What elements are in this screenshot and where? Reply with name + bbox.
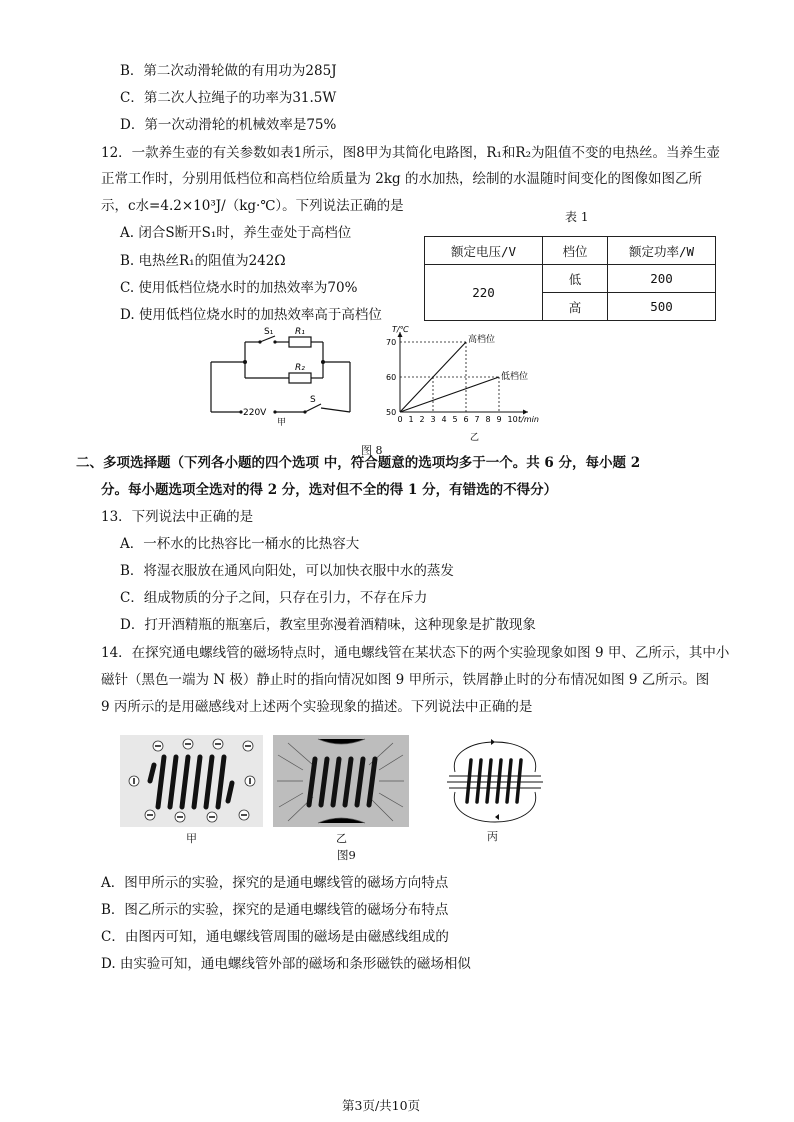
x-tick-label: 5 <box>452 415 458 424</box>
table1-level-low: 低 <box>543 265 608 293</box>
x-tick-label: 6 <box>463 415 469 424</box>
label-s: S <box>310 395 316 405</box>
q13-option-a: A．一杯水的比热容比一桶水的比热容大 <box>120 536 360 552</box>
section2-heading-line1: 二、多项选择题（下列各小题的四个选项 中，符合题意的选项均多于一个。共 6 分，每小题 2 <box>76 455 641 471</box>
x-axis-label: t/min <box>518 415 539 424</box>
label-r2: R₂ <box>295 363 305 373</box>
figure9-iron-filings <box>273 735 409 827</box>
chart-sublabel: 乙 <box>470 433 480 443</box>
q12-stem-line1: 12．一款养生壶的有关参数如表1所示，图8甲为其简化电路图，R₁和R₂为阻值不变的电热丝。当养生壶 <box>101 145 721 161</box>
q12-option-b: B. 电热丝R₁的阻值为242Ω <box>120 253 286 269</box>
y-tick-label: 60 <box>386 373 397 382</box>
table1-power-high: 500 <box>608 293 716 321</box>
q14-stem-line1: 14．在探究通电螺线管的磁场特点时，通电螺线管在某状态下的两个实验现象如图 9 甲、乙所示，其中小 <box>101 645 730 661</box>
y-tick-label: 70 <box>386 338 397 347</box>
table1-power-low: 200 <box>608 265 716 293</box>
q11-option-d: D．第一次动滑轮的机械效率是75% <box>120 117 337 133</box>
table1-header-voltage: 额定电压/V <box>425 237 543 265</box>
q14-option-d: D. 由实验可知，通电螺线管外部的磁场和条形磁铁的磁场相似 <box>101 956 471 972</box>
x-tick-label: 1 <box>408 415 414 424</box>
q12-option-c: C. 使用低档位烧水时的加热效率为70% <box>120 280 358 296</box>
figure8-caption: 图 8 <box>361 444 383 457</box>
q12-stem-line3: 示，c水=4.2×10³J/（kg·℃）。下列说法正确的是 <box>101 198 404 214</box>
q13-option-d: D．打开酒精瓶的瓶塞后，教室里弥漫着酒精味，这种现象是扩散现象 <box>120 617 536 633</box>
table1-header-level: 档位 <box>543 237 608 265</box>
x-tick-label: 2 <box>419 415 425 424</box>
x-tick-label: 10 <box>507 415 518 424</box>
y-axis-label: T/℃ <box>392 325 409 334</box>
x-tick-label: 9 <box>496 415 502 424</box>
x-tick-label: 4 <box>441 415 447 424</box>
table1-level-high: 高 <box>543 293 608 321</box>
q14-stem-line2: 磁针（黑色一端为 N 极）静止时的指向情况如图 9 甲所示，铁屑静止时的分布情况如图 9 乙所示。图 <box>101 672 710 688</box>
circuit-sublabel: 甲 <box>277 418 287 428</box>
q13-option-b: B．将湿衣服放在通风向阳处，可以加快衣服中水的蒸发 <box>120 563 454 579</box>
figure9-sublabel-a: 甲 <box>186 832 197 845</box>
x-tick-label: 3 <box>430 415 436 424</box>
figure9-compass-solenoid <box>120 735 263 827</box>
q13-option-c: C．组成物质的分子之间，只存在引力，不存在斥力 <box>120 590 428 606</box>
x-axis-arrow <box>523 410 528 415</box>
q12-option-a: A. 闭合S断开S₁时，养生壶处于高档位 <box>120 225 352 241</box>
label-220v: 220V <box>243 408 267 418</box>
table1-header-power: 额定功率/W <box>608 237 716 265</box>
figure9-sublabel-b: 乙 <box>336 832 347 845</box>
table1 <box>424 236 716 321</box>
series-line-low <box>400 377 499 412</box>
series-label: 高档位 <box>468 335 496 345</box>
x-tick-label: 8 <box>485 415 491 424</box>
q11-option-b: B．第二次动滑轮做的有用功为285J <box>120 63 337 79</box>
label-s1: S₁ <box>264 327 274 337</box>
q14-option-c: C．由图丙可知，通电螺线管周围的磁场是由磁感线组成的 <box>101 929 449 945</box>
page-footer: 第3页/共10页 <box>342 1098 421 1113</box>
q13-stem: 13．下列说法中正确的是 <box>101 509 254 525</box>
table1-voltage-cell: 220 <box>425 265 543 321</box>
x-tick-label: 0 <box>397 415 403 424</box>
series-label: 低档位 <box>501 372 529 382</box>
figure9-field-lines <box>445 732 545 824</box>
q11-option-c: C．第二次人拉绳子的功率为31.5W <box>120 90 337 106</box>
q12-stem-line2: 正常工作时，分别用低档位和高档位给质量为 2kg 的水加热，绘制的水温随时间变化的图像如图乙所 <box>101 171 702 187</box>
q12-option-d: D. 使用低档位烧水时的加热效率高于高档位 <box>120 307 382 323</box>
table1-caption: 表 1 <box>565 210 589 224</box>
q14-option-a: A．图甲所示的实验，探究的是通电螺线管的磁场方向特点 <box>101 875 449 891</box>
section2-heading-line2: 分。每小题选项全选对的得 2 分，选对但不全的得 1 分，有错选的不得分） <box>101 482 558 498</box>
circuit-diagram <box>205 322 365 426</box>
x-tick-label: 7 <box>474 415 480 424</box>
temperature-chart <box>372 325 552 445</box>
q14-option-b: B．图乙所示的实验，探究的是通电螺线管的磁场分布特点 <box>101 902 449 918</box>
figure9-caption: 图9 <box>337 848 356 862</box>
y-tick-label: 50 <box>386 408 397 417</box>
q14-stem-line3: 9 丙所示的是用磁感线对上述两个实验现象的描述。下列说法中正确的是 <box>101 699 533 715</box>
label-r1: R₁ <box>295 327 305 337</box>
figure9-sublabel-c: 丙 <box>487 830 498 843</box>
